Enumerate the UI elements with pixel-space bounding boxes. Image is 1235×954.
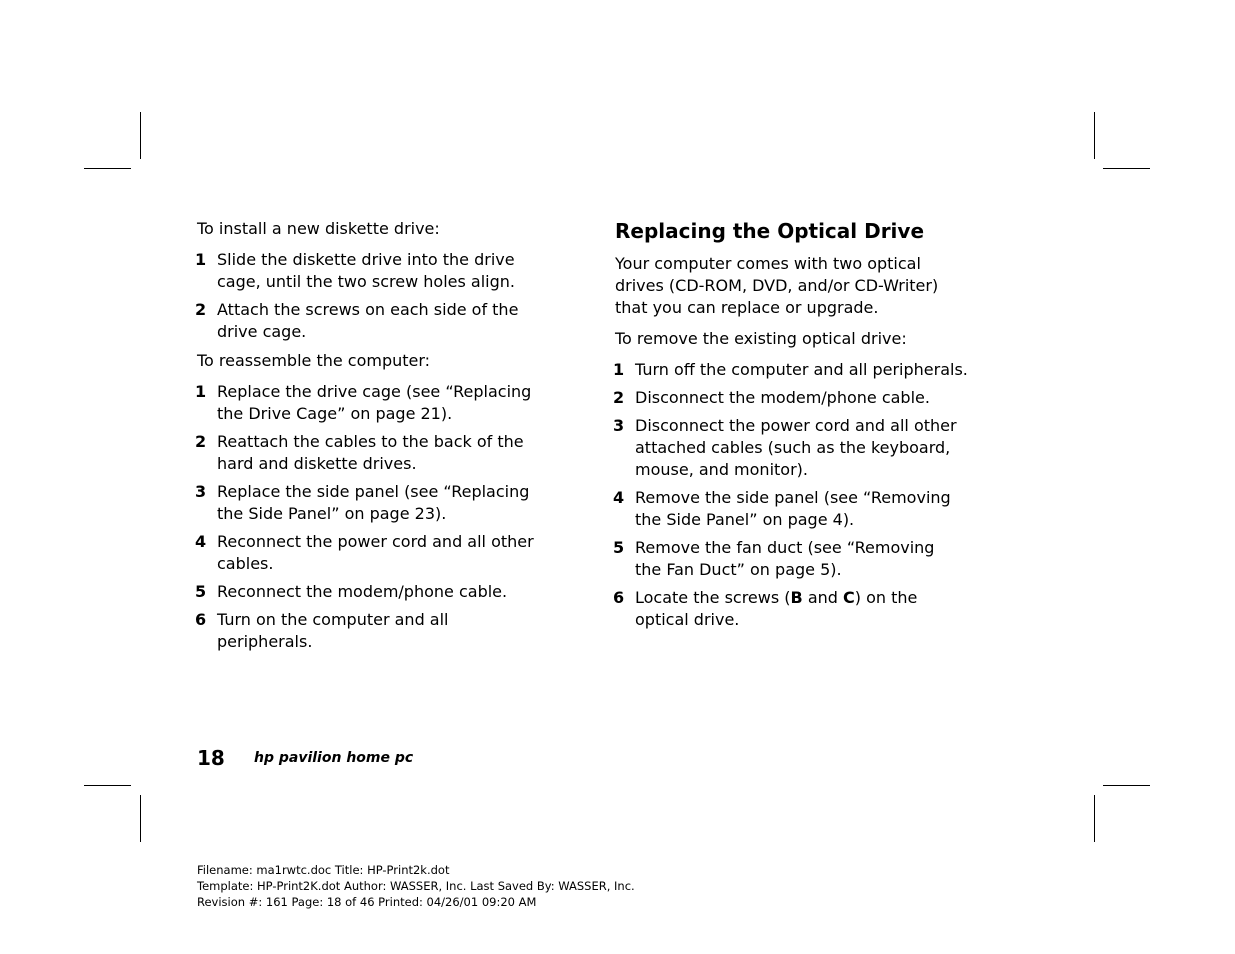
install-step: 2 Attach the screws on each side of the drive cage. bbox=[195, 300, 519, 341]
reassemble-step: 4 Reconnect the power cord and all other cables. bbox=[195, 532, 534, 573]
crop-mark-bottom-right-horizontal bbox=[1103, 785, 1150, 786]
crop-mark-top-left-horizontal bbox=[84, 168, 131, 169]
document-metadata bbox=[197, 862, 635, 910]
crop-mark-bottom-right-vertical bbox=[1094, 795, 1095, 842]
install-step: 1 Slide the diskette drive into the drive cage, until the two screw holes align. bbox=[195, 250, 515, 291]
remove-step: 1 Turn off the computer and all peripherals. bbox=[613, 360, 968, 379]
metadata-line: Filename: ma1rwtc.doc Title: HP-Print2k.dot bbox=[197, 863, 450, 877]
install-intro: To install a new diskette drive: bbox=[197, 219, 440, 238]
reassemble-intro: To reassemble the computer: bbox=[197, 351, 431, 370]
metadata-line: Revision #: 161 Page: 18 of 46 Printed: 04/26/01 09:20 AM bbox=[197, 895, 537, 909]
page-number: 18 bbox=[197, 746, 225, 770]
remove-step: 6 Locate the screws (B and C) on the optical drive. bbox=[613, 588, 918, 629]
reassemble-step: 6 Turn on the computer and all peripherals. bbox=[195, 610, 449, 651]
remove-step: 2 Disconnect the modem/phone cable. bbox=[613, 388, 930, 407]
reassemble-step: 2 Reattach the cables to the back of the hard and diskette drives. bbox=[195, 432, 524, 473]
section-intro: Your computer comes with two optical drives (CD-ROM, DVD, and/or CD-Writer) that you can replace or upgrade. bbox=[615, 254, 939, 317]
crop-mark-bottom-left-horizontal bbox=[84, 785, 131, 786]
callout-b: B bbox=[790, 588, 803, 607]
remove-steps bbox=[615, 359, 995, 631]
crop-mark-top-right-vertical bbox=[1094, 112, 1095, 159]
remove-step: 4 Remove the side panel (see “Removing the Side Panel” on page 4). bbox=[613, 488, 951, 529]
left-column bbox=[197, 218, 547, 660]
reassemble-step: 3 Replace the side panel (see “Replacing the Side Panel” on page 23). bbox=[195, 482, 530, 523]
crop-mark-top-right-horizontal bbox=[1103, 168, 1150, 169]
reassemble-step: 1 Replace the drive cage (see “Replacing the Drive Cage” on page 21). bbox=[195, 382, 532, 423]
install-steps bbox=[197, 249, 547, 343]
reassemble-step: 5 Reconnect the modem/phone cable. bbox=[195, 582, 508, 601]
crop-mark-top-left-vertical bbox=[140, 112, 141, 159]
section-heading: Replacing the Optical Drive bbox=[615, 219, 925, 243]
callout-c: C bbox=[843, 588, 855, 607]
metadata-line: Template: HP-Print2K.dot Author: WASSER, Inc. Last Saved By: WASSER, Inc. bbox=[197, 879, 635, 893]
crop-mark-bottom-left-vertical bbox=[140, 795, 141, 842]
remove-intro: To remove the existing optical drive: bbox=[615, 329, 907, 348]
reassemble-steps bbox=[197, 381, 547, 653]
book-title: hp pavilion home pc bbox=[254, 750, 414, 766]
remove-step: 3 Disconnect the power cord and all other attached cables (such as the keyboard, mouse, and monitor). bbox=[613, 416, 957, 479]
remove-step: 5 Remove the fan duct (see “Removing the Fan Duct” on page 5). bbox=[613, 538, 935, 579]
right-column bbox=[615, 218, 995, 638]
